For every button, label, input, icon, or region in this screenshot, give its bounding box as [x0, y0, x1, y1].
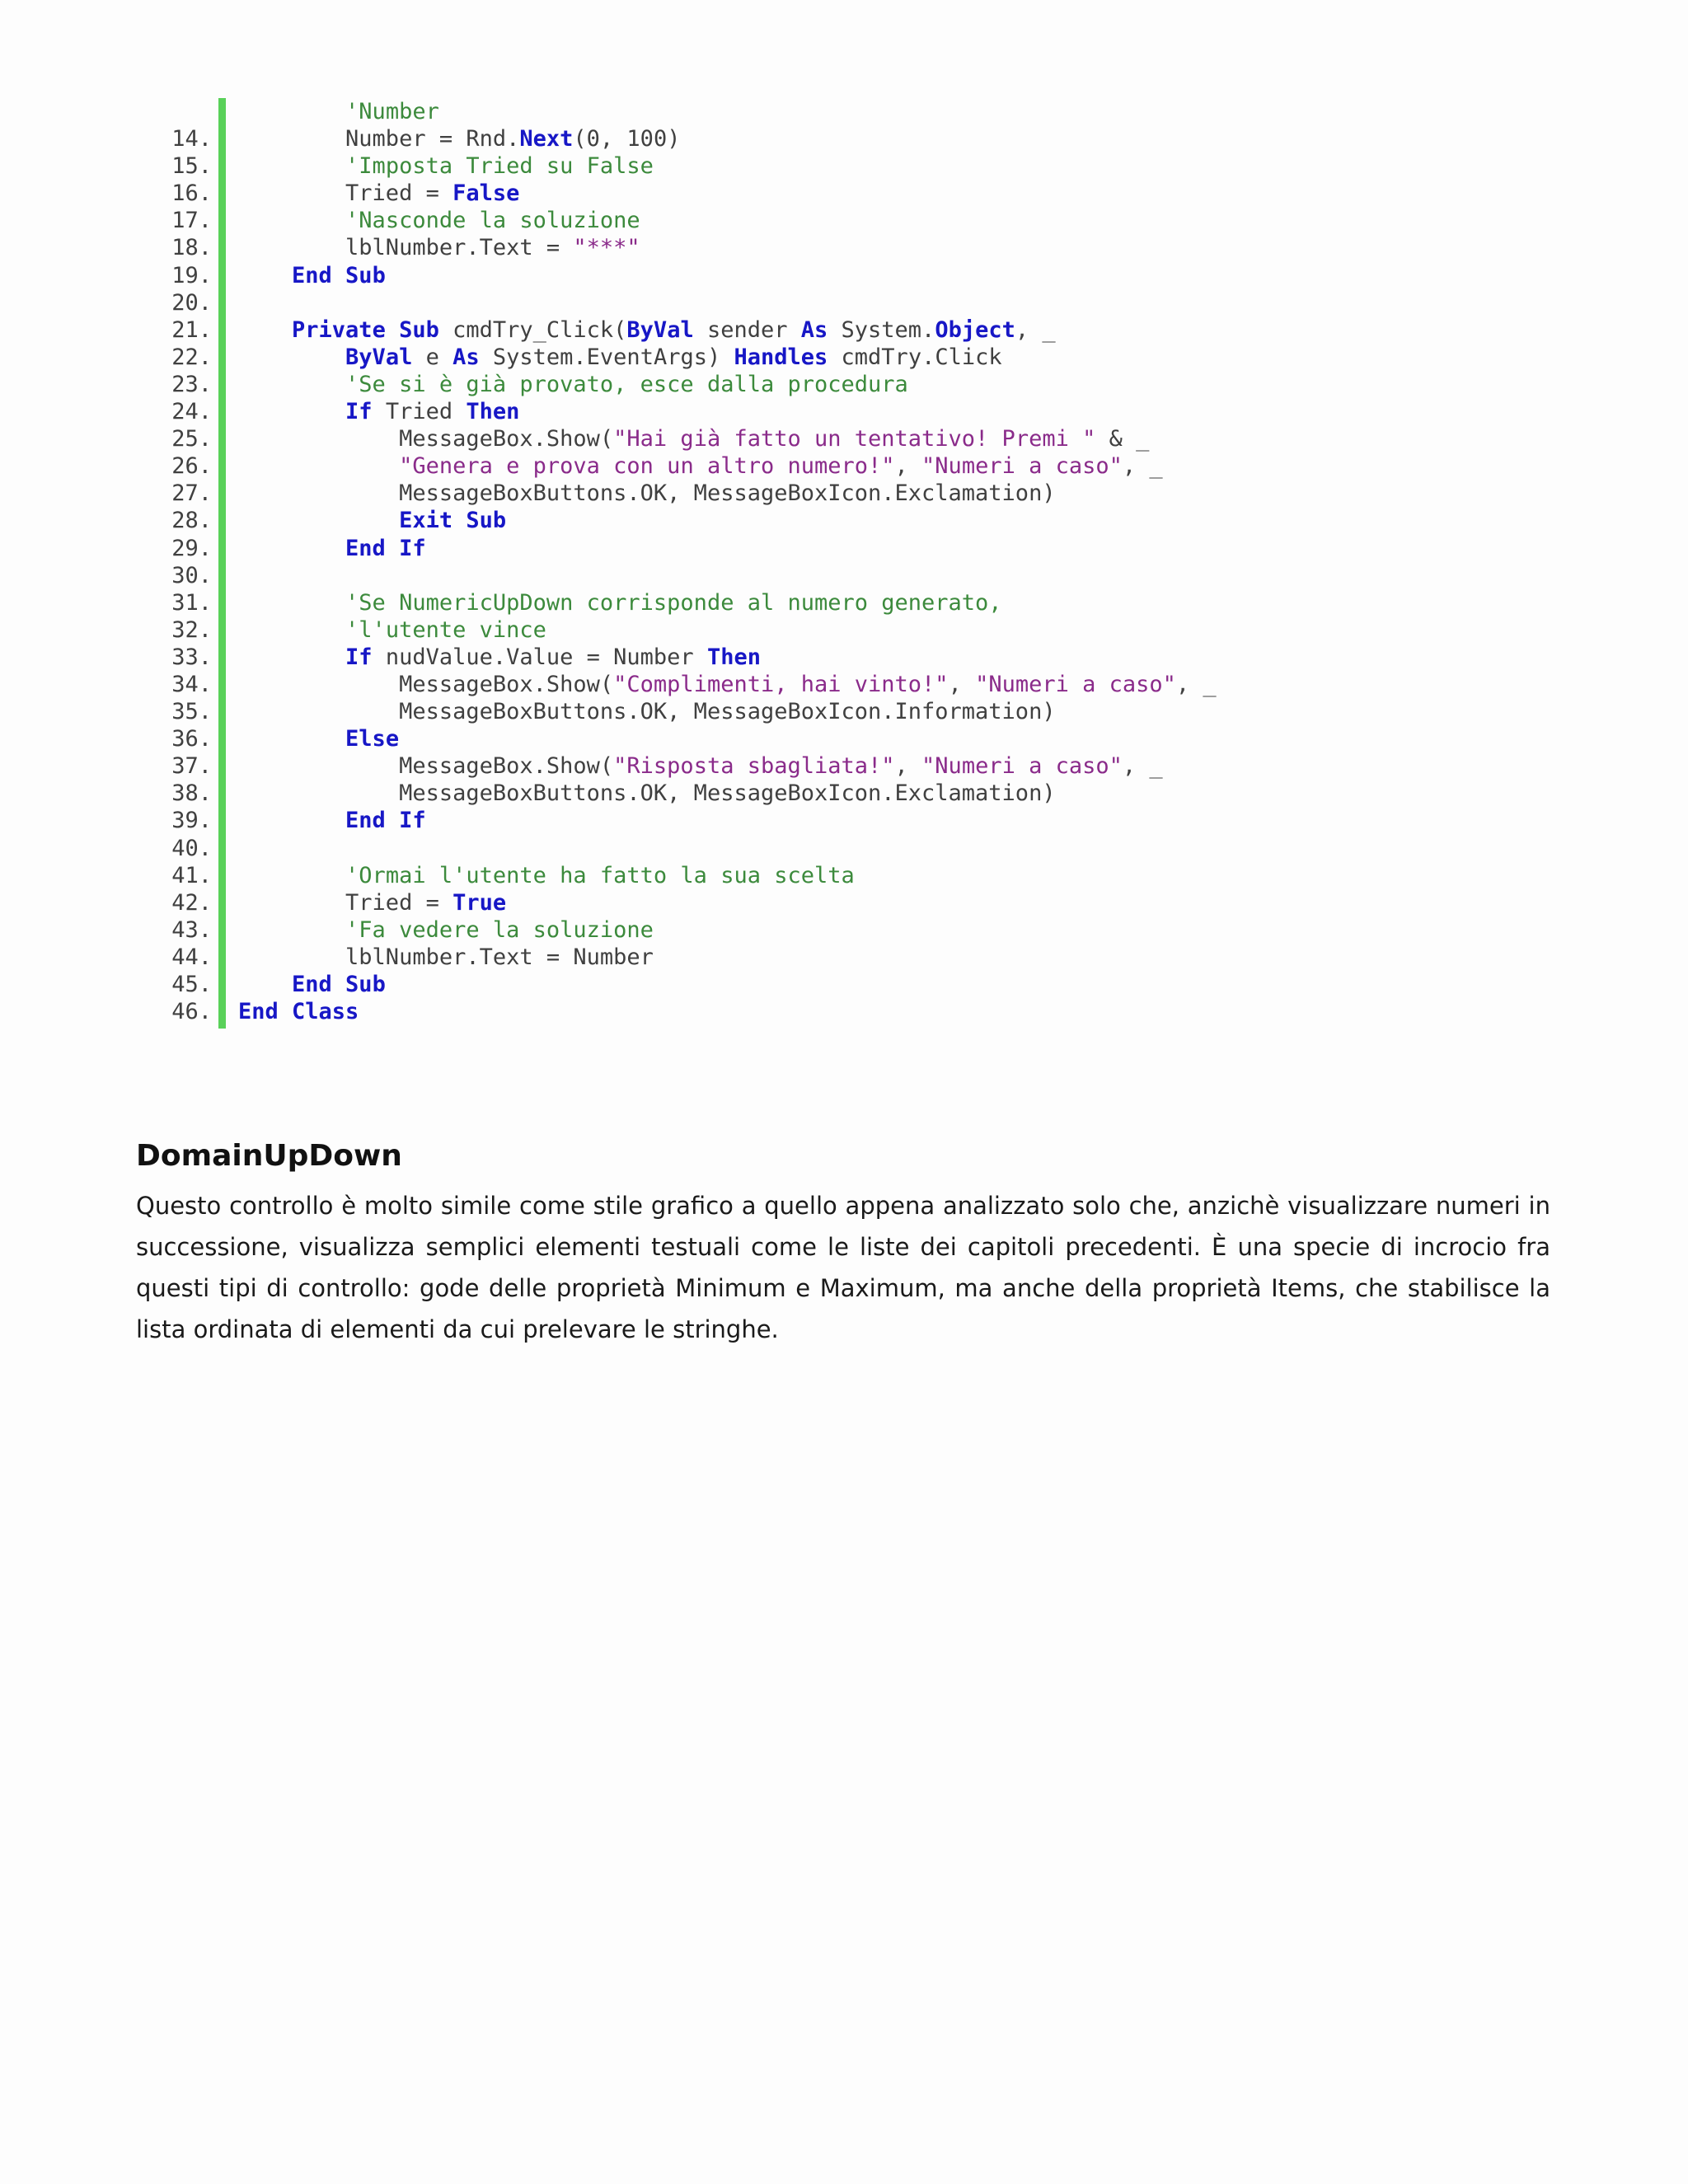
line-number: 35. — [171, 699, 212, 725]
code-line — [136, 289, 1290, 316]
line-number: 30. — [171, 562, 212, 588]
code-token: MessageBox.Show( — [238, 671, 614, 697]
line-number: 26. — [171, 453, 212, 480]
line-number: 21. — [171, 316, 212, 343]
code-line — [136, 998, 1290, 1025]
code-token — [238, 726, 345, 752]
line-number: 46. — [171, 999, 212, 1025]
code-line — [136, 616, 1290, 644]
code-line — [136, 725, 1290, 752]
code-text — [238, 535, 426, 562]
code-string: "Genera e prova con un altro numero!" — [399, 453, 895, 480]
line-number: 23. — [171, 371, 212, 397]
code-token: lblNumber.Text = Number — [238, 944, 654, 970]
code-token — [238, 590, 345, 616]
code-text — [238, 234, 640, 261]
code-text — [238, 589, 1002, 616]
code-token: lblNumber.Text = — [238, 235, 574, 261]
section-paragraph: Questo controllo è molto simile come stile grafico a quello appena analizzato solo che, anzichè visualizzare numeri in successione, visualizza semplici elementi testuali come le liste dei capitoli precedenti. È una specie di incrocio fra questi tipi di controllo: gode delle proprietà Minimum e Maximum, ma anche della proprietà Items, che stabilisce la lista ordinata di elementi da cui prelevare le stringhe. — [136, 1192, 1550, 1343]
code-keyword: End If — [345, 808, 426, 834]
line-number: 25. — [171, 426, 212, 452]
section-heading: DomainUpDown — [136, 1139, 402, 1173]
code-text — [238, 262, 386, 289]
line-number: 38. — [171, 780, 212, 807]
code-token — [238, 208, 345, 233]
code-comment: 'Ormai l'utente ha fatto la sua scelta — [345, 862, 855, 888]
code-string: "Numeri a caso" — [921, 453, 1123, 480]
code-token — [238, 399, 345, 424]
code-token: MessageBox.Show( — [238, 426, 614, 452]
code-keyword: Object — [935, 316, 1015, 343]
code-keyword: As — [800, 316, 828, 343]
code-comment: 'Imposta Tried su False — [345, 153, 654, 180]
code-line — [136, 452, 1290, 480]
code-token: e — [412, 344, 453, 370]
code-token: nudValue.Value = Number — [372, 644, 707, 670]
code-string: "Risposta sbagliata!" — [613, 753, 895, 780]
code-line — [136, 835, 1290, 862]
code-token: MessageBoxButtons.OK, MessageBoxIcon.Information) — [238, 699, 1056, 725]
code-line — [136, 371, 1290, 398]
code-string: "Numeri a caso" — [921, 753, 1123, 780]
code-token: (0, 100) — [573, 126, 681, 152]
code-token — [238, 372, 345, 397]
code-text — [238, 916, 654, 944]
code-line — [136, 180, 1290, 207]
code-token: , — [894, 753, 922, 780]
code-line — [136, 507, 1290, 534]
line-number: 45. — [171, 972, 212, 997]
code-line — [136, 862, 1290, 889]
code-text — [238, 889, 506, 916]
code-text — [238, 316, 1056, 344]
code-line — [136, 889, 1290, 916]
code-text — [238, 152, 654, 180]
code-keyword: Else — [345, 726, 400, 752]
code-text — [238, 862, 855, 889]
code-token: , _ — [1122, 753, 1163, 780]
line-number: 28. — [171, 508, 212, 534]
code-token: MessageBox.Show( — [238, 753, 614, 780]
code-text — [238, 125, 680, 152]
code-token: cmdTry.Click — [828, 344, 1002, 370]
code-token — [238, 644, 345, 670]
code-text — [238, 180, 519, 207]
code-listing — [136, 98, 1290, 1025]
code-text — [238, 698, 1056, 725]
line-number: 43. — [171, 916, 212, 943]
code-token — [238, 344, 345, 370]
code-keyword: Private Sub — [292, 316, 439, 343]
code-comment: 'Nasconde la soluzione — [345, 208, 640, 234]
code-token: MessageBoxButtons.OK, MessageBoxIcon.Exclamation) — [238, 480, 1056, 507]
line-number: 14. — [171, 126, 212, 152]
code-text — [238, 752, 1163, 780]
line-number: 15. — [171, 153, 212, 180]
code-token — [238, 153, 345, 179]
code-line — [136, 589, 1290, 616]
code-token — [238, 617, 345, 643]
code-keyword: Next — [519, 126, 574, 152]
line-number: 32. — [171, 616, 212, 643]
code-keyword: Then — [706, 644, 761, 670]
code-text — [238, 998, 359, 1025]
line-number: 44. — [171, 944, 212, 970]
code-text — [238, 371, 908, 398]
code-keyword: False — [452, 180, 520, 207]
line-number: 24. — [171, 399, 212, 425]
line-number: 16. — [171, 180, 212, 207]
line-number: 42. — [171, 889, 212, 916]
code-string: "***" — [573, 235, 640, 261]
code-token: Tried = — [238, 889, 453, 916]
code-token — [238, 536, 345, 561]
code-keyword: Exit Sub — [399, 508, 507, 534]
code-token: , — [894, 453, 922, 480]
code-line — [136, 125, 1290, 152]
line-number: 18. — [171, 235, 212, 261]
line-number: 17. — [171, 208, 212, 234]
code-comment: 'Se si è già provato, esce dalla procedura — [345, 371, 908, 397]
line-number: 19. — [171, 262, 212, 288]
code-text — [238, 807, 426, 834]
line-number: 29. — [171, 535, 212, 561]
code-text — [238, 671, 1217, 698]
code-text — [238, 944, 654, 971]
code-token — [238, 317, 292, 343]
code-keyword: End Class — [238, 999, 359, 1025]
code-token: , _ — [1015, 316, 1056, 343]
code-keyword: Then — [466, 399, 520, 425]
code-token: sender — [693, 316, 801, 343]
line-number: 37. — [171, 753, 212, 780]
code-comment: 'Se NumericUpDown corrisponde al numero generato, — [345, 589, 1002, 616]
code-text — [238, 398, 519, 425]
line-number: 22. — [171, 344, 212, 370]
code-line — [136, 671, 1290, 698]
code-token: MessageBoxButtons.OK, MessageBoxIcon.Exclamation) — [238, 780, 1056, 807]
code-string: "Complimenti, hai vinto!" — [613, 671, 949, 697]
line-number: 27. — [171, 480, 212, 507]
code-token: , _ — [1122, 453, 1163, 480]
code-line — [136, 535, 1290, 562]
line-number: 36. — [171, 726, 212, 752]
code-token: System. — [828, 316, 935, 343]
code-text — [238, 344, 1002, 371]
code-token — [238, 972, 292, 997]
code-line — [136, 752, 1290, 780]
code-string: "Hai già fatto un tentativo! Premi " — [613, 426, 1096, 452]
code-text — [238, 480, 1056, 507]
code-token: Tried = — [238, 180, 453, 207]
code-line — [136, 644, 1290, 671]
code-token: & _ — [1095, 426, 1150, 452]
code-token — [238, 508, 399, 533]
code-line — [136, 944, 1290, 971]
code-token: , — [948, 671, 976, 697]
code-line — [136, 152, 1290, 180]
code-keyword: As — [452, 344, 480, 370]
code-keyword: If — [345, 399, 373, 425]
line-number: 20. — [171, 289, 212, 316]
code-line — [136, 916, 1290, 944]
code-line — [136, 398, 1290, 425]
code-comment: 'Fa vedere la soluzione — [345, 916, 654, 943]
code-token — [238, 453, 399, 479]
code-string: "Numeri a caso" — [975, 671, 1176, 697]
code-token: Number = Rnd. — [238, 126, 520, 152]
code-keyword: End Sub — [292, 972, 386, 997]
code-keyword: Handles — [734, 344, 828, 370]
code-line — [136, 98, 1290, 125]
code-comment: 'l'utente vince — [345, 616, 546, 643]
code-token: Tried — [372, 399, 467, 425]
code-text — [238, 507, 506, 534]
code-keyword: End Sub — [292, 262, 386, 288]
code-line — [136, 562, 1290, 589]
line-number: 31. — [171, 589, 212, 616]
code-token — [238, 808, 345, 833]
code-token — [238, 917, 345, 943]
code-line — [136, 780, 1290, 807]
code-token — [238, 263, 292, 288]
code-text — [238, 616, 546, 644]
code-keyword: ByVal — [626, 316, 694, 343]
code-text — [238, 725, 399, 752]
code-text — [238, 452, 1163, 480]
code-token: , _ — [1175, 671, 1217, 697]
code-line — [136, 807, 1290, 834]
code-line — [136, 698, 1290, 725]
code-text — [238, 971, 386, 998]
code-text — [238, 780, 1056, 807]
code-line — [136, 316, 1290, 344]
code-keyword: True — [452, 889, 507, 916]
code-token — [238, 99, 345, 124]
code-line — [136, 262, 1290, 289]
line-number: 39. — [171, 808, 212, 834]
code-line — [136, 234, 1290, 261]
code-keyword: End If — [345, 535, 426, 561]
code-keyword: If — [345, 644, 373, 670]
line-number: 40. — [171, 835, 212, 861]
code-keyword: ByVal — [345, 344, 413, 370]
code-text — [238, 644, 761, 671]
code-line — [136, 480, 1290, 507]
code-line — [136, 425, 1290, 452]
code-text — [238, 207, 640, 234]
line-number: 34. — [171, 671, 212, 697]
line-number: 33. — [171, 644, 212, 670]
code-token: System.EventArgs) — [479, 344, 734, 370]
code-comment: 'Number — [345, 99, 439, 124]
code-line — [136, 207, 1290, 234]
code-line — [136, 971, 1290, 998]
code-text — [238, 425, 1149, 452]
code-token — [238, 863, 345, 888]
code-token: cmdTry_Click( — [438, 316, 627, 343]
line-number: 41. — [171, 862, 212, 888]
code-text — [238, 98, 439, 125]
code-line — [136, 344, 1290, 371]
